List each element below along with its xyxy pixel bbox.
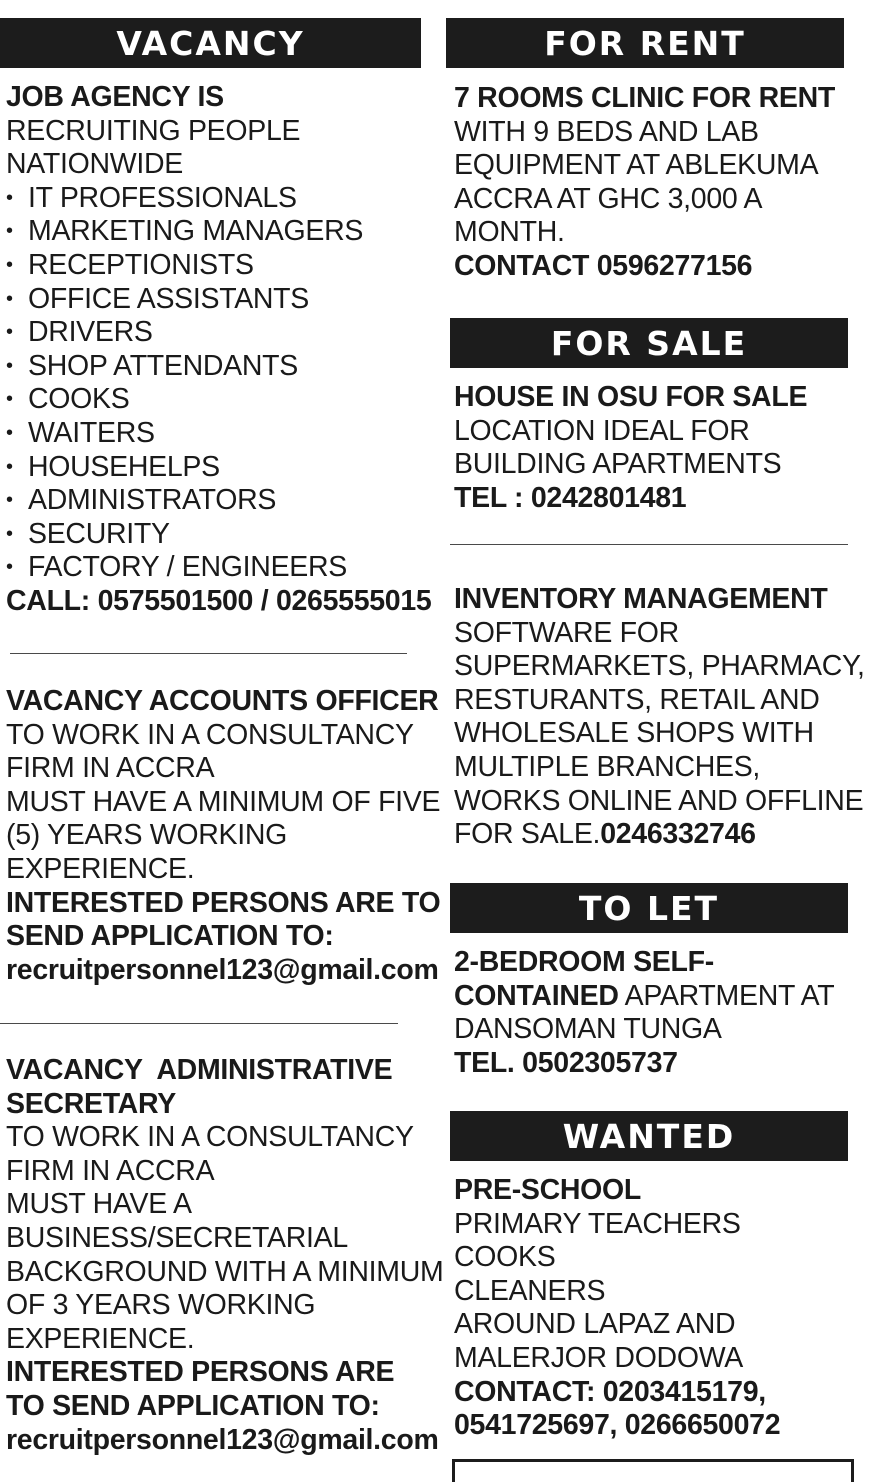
ad-phone: CONTACT: 0203415179, bbox=[454, 1375, 766, 1408]
ad-text-line: WITH 9 BEDS AND LAB bbox=[454, 115, 759, 148]
ad-text-line: TO WORK IN A CONSULTANCY bbox=[6, 1121, 414, 1154]
to-let-banner: TO LET bbox=[450, 883, 848, 933]
ad-heading: 7 ROOMS CLINIC FOR RENT bbox=[454, 82, 836, 114]
admin-secretary-ad bbox=[6, 1054, 443, 1457]
divider bbox=[450, 544, 848, 545]
role-list-item: • FACTORY / ENGINEERS bbox=[6, 551, 431, 585]
role-list-item: • IT PROFESSIONALS bbox=[6, 182, 431, 216]
ad-heading-fragment: CONTAINED bbox=[454, 979, 619, 1012]
ad-text-line: MUST HAVE A MINIMUM OF FIVE bbox=[6, 785, 441, 818]
ad-phone: 0246332746 bbox=[600, 818, 756, 851]
ad-text-line: EQUIPMENT AT ABLEKUMA bbox=[454, 149, 819, 182]
ad-heading: VACANCY ADMINISTRATIVE bbox=[6, 1054, 393, 1086]
role-list-item: • MARKETING MANAGERS bbox=[6, 215, 431, 249]
ad-text-line: MALERJOR DODOWA bbox=[454, 1341, 743, 1374]
inventory-software-ad bbox=[454, 583, 865, 852]
vacancy-banner: VACANCY bbox=[0, 18, 421, 68]
ad-text-line bbox=[454, 980, 834, 1014]
ad-phone: 0541725697, 0266650072 bbox=[454, 1409, 781, 1442]
ad-text-line: MUST HAVE A bbox=[6, 1188, 192, 1221]
ad-text-line: LOCATION IDEAL FOR bbox=[454, 414, 750, 447]
job-agency-ad bbox=[6, 81, 431, 619]
role-list-item: • DRIVERS bbox=[6, 316, 431, 350]
role-list-item: • COOKS bbox=[6, 383, 431, 417]
ad-text-line: EXPERIENCE. bbox=[6, 852, 195, 885]
ad-email: recruitpersonnel123@gmail.com bbox=[6, 1423, 439, 1456]
ad-phone: CALL: 0575501500 / 0265555015 bbox=[6, 584, 432, 617]
divider bbox=[10, 653, 407, 654]
role-list-item: • ADMINISTRATORS bbox=[6, 484, 431, 518]
ad-phone: TEL : 0242801481 bbox=[454, 481, 687, 514]
ad-text-fragment: APARTMENT AT bbox=[618, 979, 835, 1012]
wanted-banner: WANTED bbox=[450, 1111, 848, 1161]
ad-text-line: MULTIPLE BRANCHES, bbox=[454, 750, 761, 783]
ad-email: recruitpersonnel123@gmail.com bbox=[6, 953, 439, 986]
house-sale-ad bbox=[454, 381, 807, 515]
ad-text-line: FIRM IN ACCRA bbox=[6, 1154, 215, 1187]
ad-text-line: MONTH. bbox=[454, 216, 565, 249]
ad-text-line: RECRUITING PEOPLE bbox=[6, 114, 301, 147]
ad-text-line: WORKS ONLINE AND OFFLINE bbox=[454, 784, 864, 817]
ad-apply-text: SEND APPLICATION TO: bbox=[6, 920, 334, 953]
preschool-wanted-ad bbox=[454, 1174, 780, 1443]
ad-text-line: CLEANERS bbox=[454, 1274, 606, 1307]
ad-apply-text: INTERESTED PERSONS ARE bbox=[6, 1356, 395, 1389]
ad-text-line: NATIONWIDE bbox=[6, 148, 183, 181]
ad-text-line: DANSOMAN TUNGA bbox=[454, 1013, 722, 1046]
apartment-let-ad bbox=[454, 946, 834, 1080]
role-list-item: • OFFICE ASSISTANTS bbox=[6, 283, 431, 317]
ad-heading: PRE-SCHOOL bbox=[454, 1174, 642, 1206]
ad-text-line: RESTURANTS, RETAIL AND bbox=[454, 683, 820, 716]
ad-text-line: OF 3 YEARS WORKING bbox=[6, 1289, 316, 1322]
role-list-item: • SECURITY bbox=[6, 518, 431, 552]
ad-heading: INVENTORY MANAGEMENT bbox=[454, 583, 828, 615]
ad-text-line: SUPERMARKETS, PHARMACY, bbox=[454, 650, 865, 683]
ad-text-line: FIRM IN ACCRA bbox=[6, 752, 215, 785]
role-list-item: • RECEPTIONISTS bbox=[6, 249, 431, 283]
ad-text-line: TO WORK IN A CONSULTANCY bbox=[6, 718, 414, 751]
ad-text-line: EXPERIENCE. bbox=[6, 1322, 195, 1355]
ad-apply-text: TO SEND APPLICATION TO: bbox=[6, 1389, 380, 1422]
ad-heading: JOB AGENCY IS bbox=[6, 81, 224, 113]
accounts-officer-ad bbox=[6, 685, 440, 987]
ad-text-line: BUSINESS/SECRETARIAL bbox=[6, 1221, 348, 1254]
ad-apply-text: INTERESTED PERSONS ARE TO bbox=[6, 886, 441, 919]
ad-text-line: ACCRA AT GHC 3,000 A bbox=[454, 182, 763, 215]
ad-heading: SECRETARY bbox=[6, 1087, 176, 1120]
ad-text-line: BUILDING APARTMENTS bbox=[454, 448, 782, 481]
ad-text-fragment: FOR SALE. bbox=[454, 818, 601, 851]
ad-heading: 2-BEDROOM SELF- bbox=[454, 946, 714, 978]
clinic-rent-ad bbox=[454, 82, 835, 284]
divider bbox=[0, 1023, 398, 1024]
for-rent-banner: FOR RENT bbox=[446, 18, 844, 68]
role-list-item: • WAITERS bbox=[6, 417, 431, 451]
ad-text-line: (5) YEARS WORKING bbox=[6, 819, 287, 852]
ad-phone: CONTACT 0596277156 bbox=[454, 249, 753, 282]
ad-text-line: PRIMARY TEACHERS bbox=[454, 1207, 741, 1240]
next-ad-box-edge bbox=[452, 1459, 854, 1482]
ad-text-line: AROUND LAPAZ AND bbox=[454, 1308, 736, 1341]
ad-text-line: WHOLESALE SHOPS WITH bbox=[454, 717, 814, 750]
ad-text-line: SOFTWARE FOR bbox=[454, 616, 679, 649]
ad-heading: VACANCY ACCOUNTS OFFICER bbox=[6, 685, 439, 717]
ad-text-line bbox=[454, 818, 865, 852]
role-list-item: • SHOP ATTENDANTS bbox=[6, 350, 431, 384]
ad-phone: TEL. 0502305737 bbox=[454, 1046, 678, 1079]
role-list-item: • HOUSEHELPS bbox=[6, 451, 431, 485]
ad-heading: HOUSE IN OSU FOR SALE bbox=[454, 381, 808, 413]
for-sale-banner: FOR SALE bbox=[450, 318, 848, 368]
ad-text-line: COOKS bbox=[454, 1241, 556, 1274]
ad-text-line: BACKGROUND WITH A MINIMUM bbox=[6, 1255, 444, 1288]
